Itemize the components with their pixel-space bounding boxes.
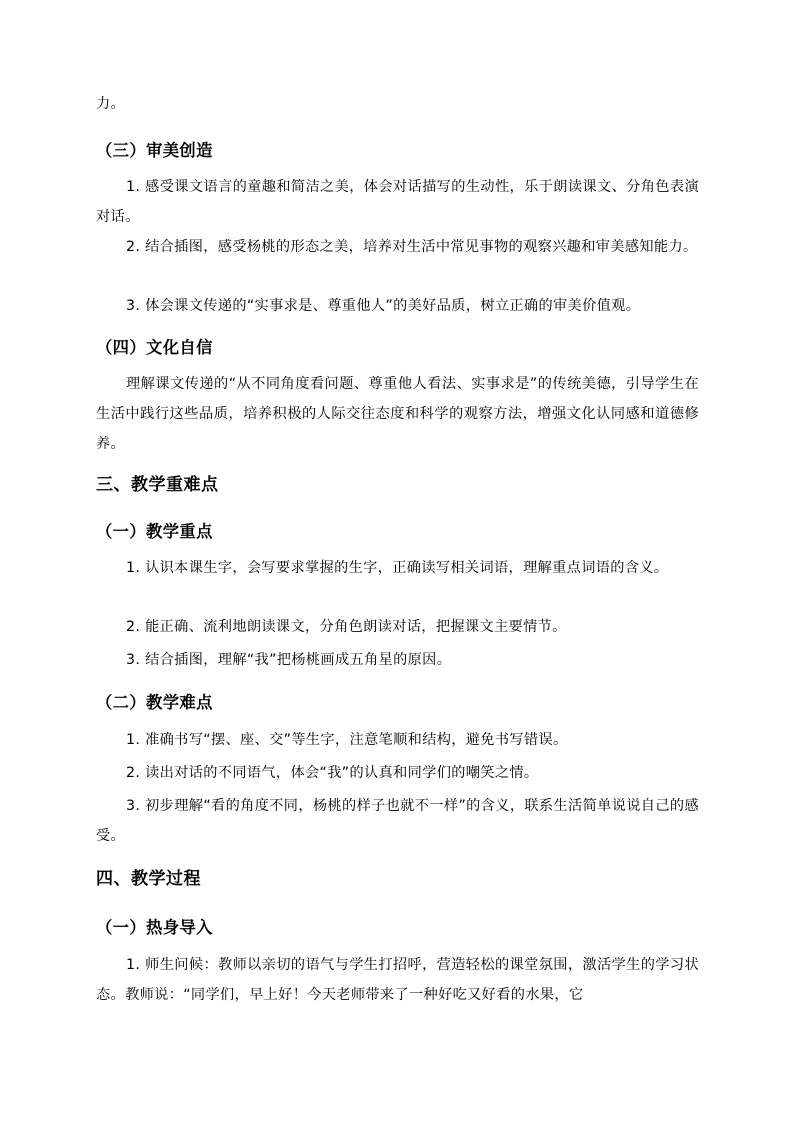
heading-cultural-confidence: （四）文化自信 xyxy=(96,338,213,357)
key-point-item-3: 3. 结合插图，理解“我”把杨桃画成五角星的原因。 xyxy=(126,652,452,668)
cultural-confidence-paragraph: 理解课文传递的“从不同角度看问题、尊重他人看法、实事求是”的传统美德，引导学生在生活中践行这些品质，培养积极的人际交往态度和科学的观察方法，增强文化认同感和道德修养。 xyxy=(96,376,699,452)
heading-key-points: （一）教学重点 xyxy=(96,522,213,541)
warm-up-item-1: 1. 师生问候：教师以亲切的语气与学生打招呼，营造轻松的课堂氛围，激活学生的学习状态。教师说：“同学们，早上好！今天老师带来了一种好吃又好看的水果，它 xyxy=(96,957,699,1003)
difficult-point-item-3: 3. 初步理解“看的角度不同，杨桃的样子也就不一样”的含义，联系生活简单说说自己的感受。 xyxy=(96,798,699,844)
paragraph-continuation: 力。 xyxy=(96,96,126,112)
aesthetic-item-1: 1. 感受课文语言的童趣和简洁之美，体会对话描写的生动性，乐于朗读课文、分角色表演对话。 xyxy=(96,179,699,225)
aesthetic-item-2: 2. 结合插图，感受杨桃的形态之美，培养对生活中常见事物的观察兴趣和审美感知能力。 xyxy=(126,239,698,255)
difficult-point-item-2: 2. 读出对话的不同语气，体会“我”的认真和同学们的嘲笑之情。 xyxy=(126,765,539,781)
aesthetic-item-3: 3. 体会课文传递的“实事求是、尊重他人”的美好品质，树立正确的审美价值观。 xyxy=(126,298,641,314)
heading-teaching-process: 四、教学过程 xyxy=(96,869,201,889)
heading-warm-up: （一）热身导入 xyxy=(96,918,213,937)
key-point-item-2: 2. 能正确、流利地朗读课文，分角色朗读对话，把握课文主要情节。 xyxy=(126,619,567,635)
heading-key-and-difficult-points: 三、教学重难点 xyxy=(96,475,219,495)
key-point-item-1: 1. 认识本课生字，会写要求掌握的生字，正确读写相关词语，理解重点词语的含义。 xyxy=(126,560,669,576)
difficult-point-item-1: 1. 准确书写“摆、座、交”等生字，注意笔顺和结构，避免书写错误。 xyxy=(126,732,568,748)
heading-aesthetic-creation: （三）审美创造 xyxy=(96,141,213,160)
heading-difficult-points: （二）教学难点 xyxy=(96,693,213,712)
